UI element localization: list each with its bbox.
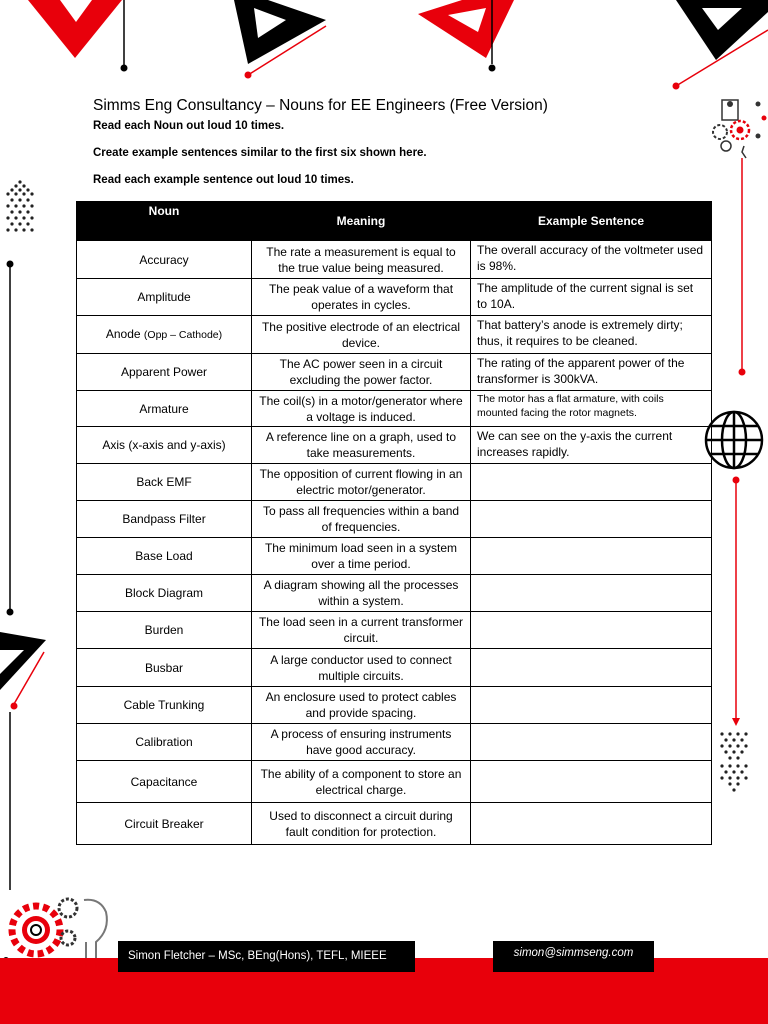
meaning-cell: A large conductor used to connect multiple circuits. [252, 649, 471, 687]
meaning-cell: The minimum load seen in a system over a time period. [252, 538, 471, 575]
table-row [77, 761, 712, 803]
example-cell [471, 612, 712, 649]
table-row [77, 501, 712, 538]
arrow-down-dots-icon [720, 732, 747, 791]
meaning-cell: The rate a measurement is equal to the true value being measured. [252, 241, 471, 279]
meaning-cell: A reference line on a graph, used to take measurements. [252, 427, 471, 464]
noun-cell: Cable Trunking [77, 687, 252, 724]
table-row [77, 464, 712, 501]
example-cell [471, 538, 712, 575]
warning-triangle-icon [28, 0, 128, 72]
noun-cell: Calibration [77, 724, 252, 761]
noun-cell: Block Diagram [77, 575, 252, 612]
warning-triangle-icon [418, 0, 514, 72]
example-cell: We can see on the y-axis the current increases rapidly. [471, 427, 712, 464]
column-header-meaning: Meaning [252, 202, 471, 241]
globe-icon [706, 412, 762, 468]
meaning-cell: The opposition of current flowing in an electric motor/generator. [252, 464, 471, 501]
engineer-gears-icon [713, 100, 767, 158]
example-cell [471, 724, 712, 761]
table-row [77, 279, 712, 316]
example-cell [471, 687, 712, 724]
meaning-cell: The AC power seen in a circuit excluding the power factor. [252, 354, 471, 391]
table-row [77, 241, 712, 279]
author-credit: Simon Fletcher – MSc, BEng(Hons), TEFL, MIEEE [118, 941, 415, 972]
noun-cell: Capacitance [77, 761, 252, 803]
noun-cell [77, 316, 252, 354]
warning-triangle-icon [0, 632, 46, 710]
arrow-up-dots-icon [6, 180, 33, 231]
table-row [77, 687, 712, 724]
noun-cell: Burden [77, 612, 252, 649]
noun-cell: Apparent Power [77, 354, 252, 391]
noun-cell: Accuracy [77, 241, 252, 279]
table-header-row [77, 202, 712, 241]
noun-cell: Base Load [77, 538, 252, 575]
meaning-cell: To pass all frequencies within a band of frequencies. [252, 501, 471, 538]
example-cell: The amplitude of the current signal is set to 10A. [471, 279, 712, 316]
table-row [77, 649, 712, 687]
table-row [77, 391, 712, 427]
noun-cell: Circuit Breaker [77, 803, 252, 845]
meaning-cell: The load seen in a current transformer circuit. [252, 612, 471, 649]
noun-note: (Opp – Cathode) [143, 329, 223, 341]
email-link[interactable]: simon@simmseng.com [493, 941, 654, 972]
noun-cell: Amplitude [77, 279, 252, 316]
table-row [77, 427, 712, 464]
meaning-cell: The peak value of a waveform that operates in cycles. [252, 279, 471, 316]
column-header-example: Example Sentence [471, 202, 712, 241]
example-cell [471, 803, 712, 845]
example-cell: The motor has a flat armature, with coils mounted facing the rotor magnets. [471, 391, 712, 427]
meaning-cell: Used to disconnect a circuit during fault condition for protection. [252, 803, 471, 845]
table-row [77, 316, 712, 354]
noun-cell: Busbar [77, 649, 252, 687]
table-row [77, 354, 712, 391]
table-row [77, 612, 712, 649]
page-title: Simms Eng Consultancy – Nouns for EE Engineers (Free Version) [93, 97, 548, 114]
table-row [77, 803, 712, 845]
meaning-cell: A process of ensuring instruments have good accuracy. [252, 724, 471, 761]
noun-cell: Bandpass Filter [77, 501, 252, 538]
instruction-line: Read each Noun out loud 10 times. [93, 120, 285, 132]
meaning-cell: The positive electrode of an electrical device. [252, 316, 471, 354]
noun-cell: Axis (x-axis and y-axis) [77, 427, 252, 464]
column-header-noun: Noun [77, 202, 252, 241]
noun-text: Anode [105, 327, 141, 341]
table-row [77, 724, 712, 761]
nouns-table [76, 201, 712, 845]
example-cell: The rating of the apparent power of the transformer is 300kVA. [471, 354, 712, 391]
instruction-line: Create example sentences similar to the first six shown here. [93, 147, 427, 159]
instruction-line: Read each example sentence out loud 10 times. [93, 174, 354, 186]
example-cell [471, 575, 712, 612]
example-cell [471, 464, 712, 501]
meaning-cell: The ability of a component to store an electrical charge. [252, 761, 471, 803]
warning-triangle-icon [234, 0, 326, 79]
noun-cell: Armature [77, 391, 252, 427]
meaning-cell: A diagram showing all the processes within a system. [252, 575, 471, 612]
noun-cell: Back EMF [77, 464, 252, 501]
example-cell: The overall accuracy of the voltmeter used is 98%. [471, 241, 712, 279]
example-cell: That battery’s anode is extremely dirty; thus, it requires to be cleaned. [471, 316, 712, 354]
meaning-cell: The coil(s) in a motor/generator where a voltage is induced. [252, 391, 471, 427]
example-cell [471, 761, 712, 803]
table-row [77, 538, 712, 575]
meaning-cell: An enclosure used to protect cables and provide spacing. [252, 687, 471, 724]
example-cell [471, 501, 712, 538]
warning-triangle-icon [673, 0, 768, 90]
example-cell [471, 649, 712, 687]
table-row [77, 575, 712, 612]
